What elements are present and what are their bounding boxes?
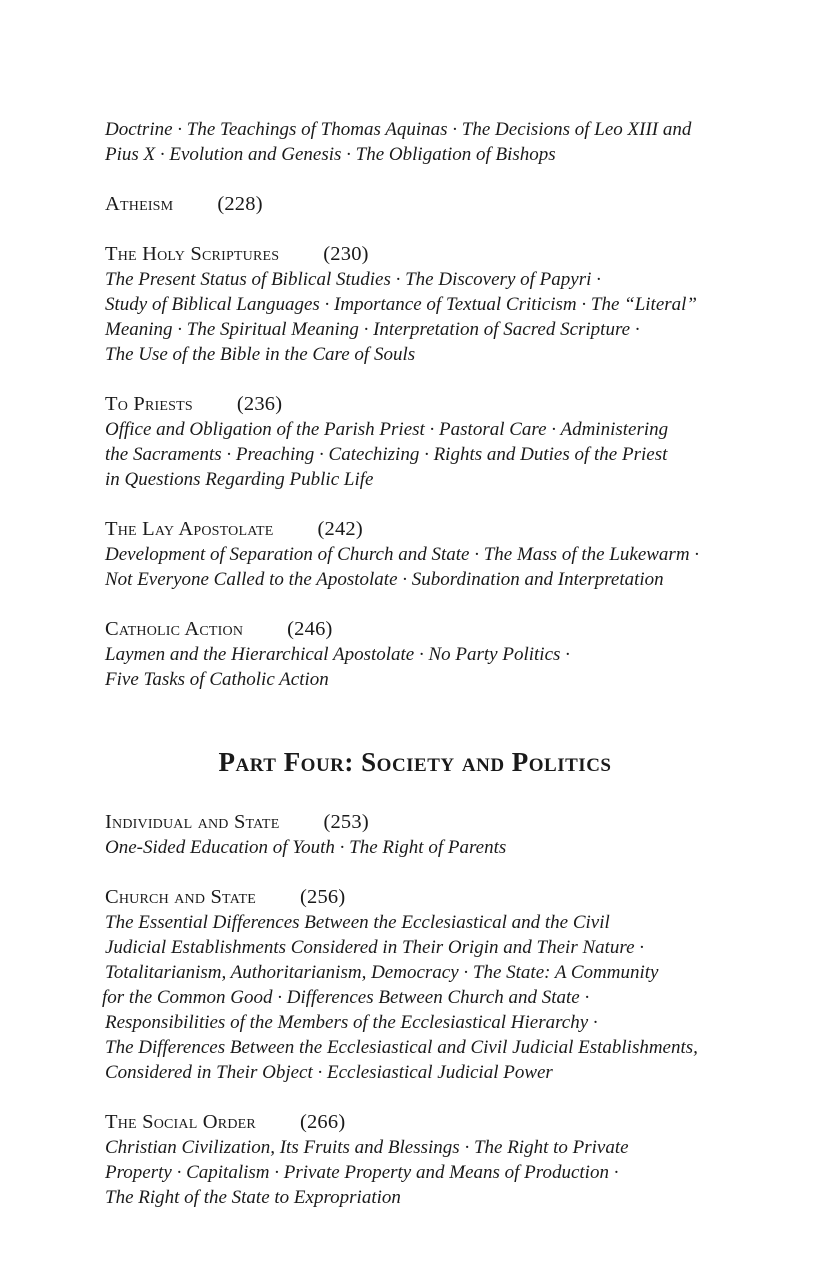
entry-heading [105, 1110, 745, 1135]
entry-heading [105, 242, 745, 267]
subtopic-line: The Essential Differences Between the Ecclesiastical and the Civil [105, 912, 610, 933]
subtopic-line: Property · Capitalism · Private Property and Means of Production · [105, 1162, 619, 1183]
subtopic-line: Not Everyone Called to the Apostolate · Subordination and Interpretation [105, 569, 664, 590]
entry-page-number: (236) [236, 393, 283, 415]
toc-entry-holy-scriptures [105, 242, 745, 367]
entry-page-number: (230) [323, 243, 369, 265]
subtopic-line: Totalitarianism, Authoritarianism, Democracy · The State: A Community [105, 962, 659, 983]
entry-heading [105, 810, 745, 835]
entry-heading [105, 885, 745, 910]
subtopic-line: Pius X · Evolution and Genesis · The Obligation of Bishops [105, 144, 556, 165]
continued-entry [105, 117, 745, 167]
entry-heading [105, 517, 745, 542]
entry-heading [105, 392, 745, 417]
toc-entry-lay-apostolate [105, 517, 745, 592]
subtopic-line: for the Common Good · Differences Between Church and State · [102, 987, 590, 1008]
toc-entry-social-order [105, 1110, 745, 1210]
part-title: Part Four: Society and Politics [218, 747, 612, 777]
subtopic-line: The Differences Between the Ecclesiastical and Civil Judicial Establishments, [105, 1037, 698, 1058]
contents-page [102, 117, 745, 1235]
toc-entry-catholic-action [105, 617, 745, 692]
toc-entry-church-and-state [102, 885, 745, 1085]
entry-title: The Lay Apostolate [105, 518, 274, 540]
subtopic-line: Five Tasks of Catholic Action [105, 669, 329, 690]
subtopic-line: Meaning · The Spiritual Meaning · Interpretation of Sacred Scripture · [105, 319, 640, 340]
subtopic-line: Laymen and the Hierarchical Apostolate · No Party Politics · [105, 644, 570, 665]
toc-entry-to-priests [105, 392, 745, 492]
entry-heading [105, 617, 745, 642]
entry-title: Catholic Action [105, 618, 244, 640]
subtopic-line: Office and Obligation of the Parish Priest · Pastoral Care · Administering [105, 419, 669, 440]
entry-title: The Holy Scriptures [105, 243, 280, 265]
entry-title: Atheism [105, 193, 174, 215]
entry-title: The Social Order [105, 1111, 256, 1133]
entry-page-number: (228) [217, 193, 263, 215]
subtopic-line: in Questions Regarding Public Life [105, 469, 374, 490]
subtopic-line: Responsibilities of the Members of the Ecclesiastical Hierarchy · [105, 1012, 598, 1033]
subtopic-line: Judicial Establishments Considered in Their Origin and Their Nature · [105, 937, 645, 958]
subtopic-line: The Present Status of Biblical Studies · The Discovery of Papyri · [105, 269, 601, 290]
entry-title: To Priests [105, 393, 193, 415]
toc-entry-individual-and-state [105, 810, 745, 860]
entry-page-number: (266) [299, 1111, 346, 1133]
entry-page-number: (256) [299, 886, 346, 908]
entry-heading [105, 192, 745, 217]
subtopic-line: One-Sided Education of Youth · The Right of Parents [105, 837, 507, 858]
subtopic-line: the Sacraments · Preaching · Catechizing · Rights and Duties of the Priest [105, 444, 668, 465]
entry-title: Church and State [105, 886, 256, 908]
entry-page-number: (253) [323, 811, 369, 833]
entry-page-number: (242) [317, 518, 363, 540]
subtopic-line: Considered in Their Object · Ecclesiastical Judicial Power [105, 1062, 553, 1083]
subtopic-line: The Right of the State to Expropriation [105, 1187, 401, 1208]
subtopic-line: Christian Civilization, Its Fruits and Blessings · The Right to Private [105, 1137, 629, 1158]
entry-title: Individual and State [105, 811, 280, 833]
subtopic-line: Development of Separation of Church and State · The Mass of the Lukewarm · [105, 544, 700, 565]
entry-page-number: (246) [287, 618, 333, 640]
toc-entry-atheism [105, 192, 745, 217]
subtopic-line: Doctrine · The Teachings of Thomas Aquinas · The Decisions of Leo XIII and [105, 119, 692, 140]
subtopic-line: Study of Biblical Languages · Importance of Textual Criticism · The “Literal” [105, 294, 697, 315]
subtopic-line: The Use of the Bible in the Care of Souls [105, 344, 416, 365]
